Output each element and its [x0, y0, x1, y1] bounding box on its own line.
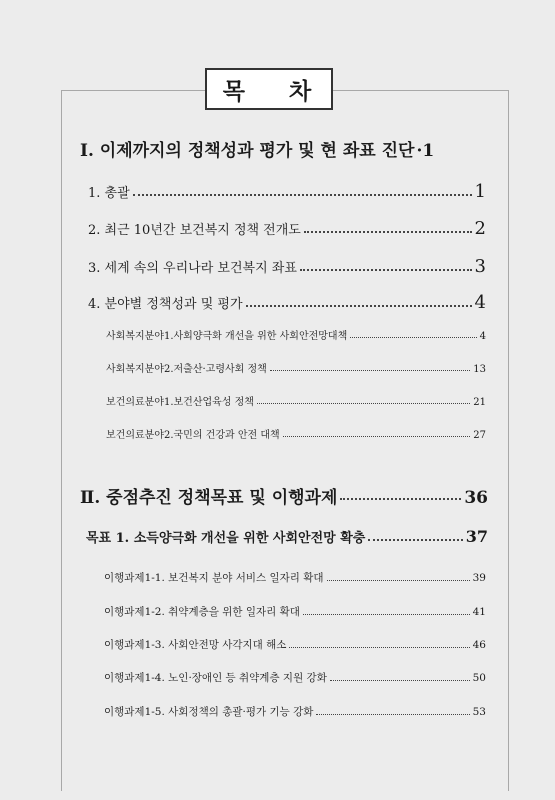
- subitem-page: 13: [473, 364, 486, 375]
- leader-dots: [340, 497, 461, 500]
- leader-dots: [330, 679, 470, 681]
- leader-dots: [327, 579, 470, 581]
- section-page: 36: [464, 488, 488, 508]
- toc-task-1[interactable]: [104, 570, 486, 585]
- item-label: 4. 분야별 정책성과 및 평가: [88, 297, 243, 312]
- toc-title: 목 차: [205, 68, 333, 110]
- subitem-page: 4: [479, 331, 486, 342]
- leader-dots: [350, 336, 476, 338]
- item-label: 3. 세계 속의 우리나라 보건복지 좌표: [88, 261, 297, 276]
- leader-dots: [257, 402, 470, 404]
- task-page: 41: [472, 606, 486, 618]
- leader-dots: [303, 613, 470, 615]
- item-page: 2: [474, 218, 486, 239]
- task-label: 이행과제1-2. 취약계층을 위한 일자리 확대: [104, 606, 300, 618]
- subitem-label: 보건의료분야1.보건산업육성 정책: [106, 397, 254, 408]
- leader-dots: [283, 435, 471, 437]
- item-page: 3: [474, 256, 486, 277]
- toc-item-1[interactable]: [88, 181, 486, 202]
- toc-section-2[interactable]: [80, 483, 488, 508]
- task-label: 이행과제1-5. 사회정책의 총괄·평가 기능 강화: [104, 706, 314, 718]
- task-label: 이행과제1-4. 노인·장애인 등 취약계층 지원 강화: [104, 672, 327, 684]
- section-label: Ⅰ. 이제까지의 정책성과 평가 및 현 좌표 진단: [80, 141, 415, 161]
- toc-task-4[interactable]: [104, 670, 486, 685]
- toc-subitem-2[interactable]: [106, 360, 486, 375]
- leader-dots: [133, 193, 472, 196]
- goal-page: 37: [465, 527, 488, 546]
- task-page: 53: [472, 706, 486, 718]
- section-label: Ⅱ. 중점추진 정책목표 및 이행과제: [80, 488, 338, 508]
- task-page: 46: [472, 639, 486, 651]
- leader-dots: [368, 538, 462, 541]
- toc-task-5[interactable]: [104, 704, 486, 719]
- toc-subitem-3[interactable]: [106, 393, 486, 408]
- toc-item-3[interactable]: [88, 256, 486, 277]
- goal-label: 목표 1. 소득양극화 개선을 위한 사회안전망 확충: [86, 531, 366, 546]
- toc-item-4[interactable]: [88, 292, 486, 313]
- item-page: 1: [474, 181, 486, 202]
- section-page: ·1: [416, 141, 435, 161]
- toc-section-1[interactable]: [80, 136, 488, 161]
- subitem-label: 보건의료분야2.국민의 건강과 안전 대책: [106, 430, 280, 441]
- task-label: 이행과제1-3. 사회안전망 사각지대 해소: [104, 639, 287, 651]
- toc-item-2[interactable]: [88, 218, 486, 239]
- leader-dots: [316, 713, 469, 715]
- leader-dots: [270, 369, 470, 371]
- item-page: 4: [474, 292, 486, 313]
- task-label: 이행과제1-1. 보건복지 분야 서비스 일자리 확대: [104, 572, 324, 584]
- toc-task-3[interactable]: [104, 637, 486, 652]
- item-label: 1. 총괄: [88, 186, 130, 201]
- subitem-page: 21: [473, 397, 486, 408]
- leader-dots: [304, 230, 472, 233]
- leader-dots: [289, 646, 469, 648]
- toc-subitem-1[interactable]: [106, 327, 486, 342]
- task-page: 50: [472, 672, 486, 684]
- subitem-label: 사회복지분야2.저출산·고령사회 정책: [106, 364, 267, 375]
- toc-goal-1[interactable]: [86, 527, 488, 546]
- item-label: 2. 최근 10년간 보건복지 정책 전개도: [88, 223, 301, 238]
- leader-dots: [300, 268, 472, 271]
- task-page: 39: [472, 572, 486, 584]
- subitem-label: 사회복지분야1.사회양극화 개선을 위한 사회안전망대책: [106, 331, 348, 342]
- toc-subitem-4[interactable]: [106, 426, 486, 441]
- subitem-page: 27: [473, 430, 486, 441]
- toc-task-2[interactable]: [104, 604, 486, 619]
- leader-dots: [246, 304, 472, 307]
